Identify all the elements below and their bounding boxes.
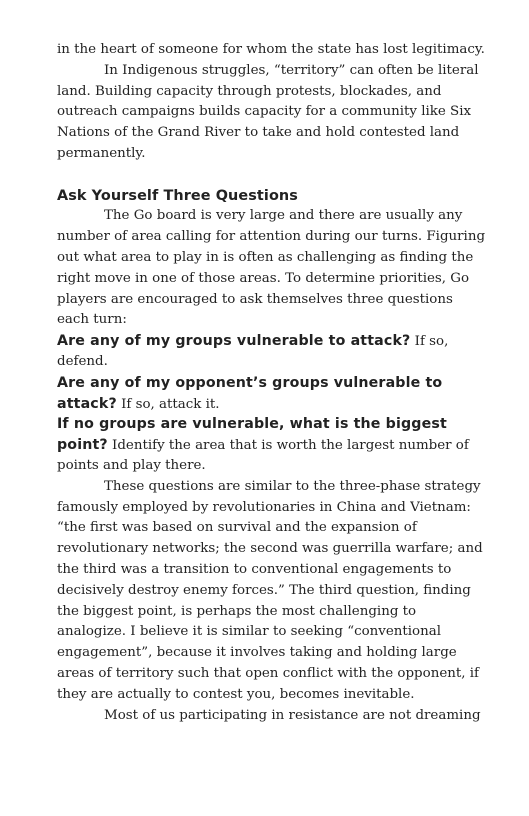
text-line: engagement”, because it involves taking and holding large xyxy=(57,645,457,661)
text-line: Most of us participating in resistance are not dreaming xyxy=(104,707,481,723)
text-line: areas of territory such that open conflict with the opponent, if xyxy=(57,665,479,681)
body-text xyxy=(57,40,486,726)
text-line: In Indigenous struggles, “territory” can often be literal xyxy=(104,62,479,78)
question-1-answer: If so, xyxy=(410,334,449,350)
text-line: analogize. I believe it is similar to seeking “conventional xyxy=(57,624,441,640)
question-1-answer-cont: defend. xyxy=(57,353,108,369)
question-2-bold-cont: attack? xyxy=(57,395,117,412)
text-line: The Go board is very large and there are usually any xyxy=(104,208,463,224)
text-line: famously employed by revolutionaries in China and Vietnam: xyxy=(57,499,471,515)
question-line xyxy=(57,394,473,415)
text-line: the biggest point, is perhaps the most challenging to xyxy=(57,603,417,619)
text-line: “the first was based on survival and the expansion of xyxy=(57,520,417,536)
text-line: they are actually to contest you, becomes inevitable. xyxy=(57,686,415,702)
text-line: These questions are similar to the three-phase strategy xyxy=(104,478,481,494)
question-3-answer-cont: points and play there. xyxy=(57,457,206,473)
question-2-answer: If so, attack it. xyxy=(116,396,220,412)
text-line: revolutionary networks; the second was guerrilla warfare; and xyxy=(57,541,483,557)
paragraph-gap xyxy=(57,165,473,186)
question-3-bold: If no groups are vulnerable, what is the biggest xyxy=(57,416,447,433)
text-line: right move in one of those areas. To determine priorities, Go xyxy=(57,270,470,286)
text-line: each turn: xyxy=(57,312,127,328)
text-line: permanently. xyxy=(57,145,146,161)
question-line xyxy=(57,331,473,352)
question-3-answer: Identify the area that is worth the largest number of xyxy=(107,438,469,454)
text-line: land. Building capacity through protests, blockades, and xyxy=(57,83,442,99)
text-line: Nations of the Grand River to take and hold contested land xyxy=(57,125,460,141)
text-line: in the heart of someone for whom the state has lost legitimacy. xyxy=(57,42,485,57)
text-line: number of area calling for attention during our turns. Figuring xyxy=(57,229,486,245)
question-1-bold: Are any of my groups vulnerable to attack? xyxy=(57,333,411,350)
text-line: decisively destroy enemy forces.” The third question, finding xyxy=(57,582,471,598)
question-line xyxy=(57,435,473,456)
text-line: the third was a transition to conventional engagements to xyxy=(57,561,452,577)
section-heading: Ask Yourself Three Questions xyxy=(57,187,298,204)
question-2-bold: Are any of my opponent’s groups vulnerable to xyxy=(57,374,443,391)
question-3-bold-cont: point? xyxy=(57,437,108,454)
text-line: outreach campaigns builds capacity for a community like Six xyxy=(57,104,472,120)
text-line: players are encouraged to ask themselves three questions xyxy=(57,291,453,307)
text-line: out what area to play in is often as challenging as finding the xyxy=(57,249,474,265)
